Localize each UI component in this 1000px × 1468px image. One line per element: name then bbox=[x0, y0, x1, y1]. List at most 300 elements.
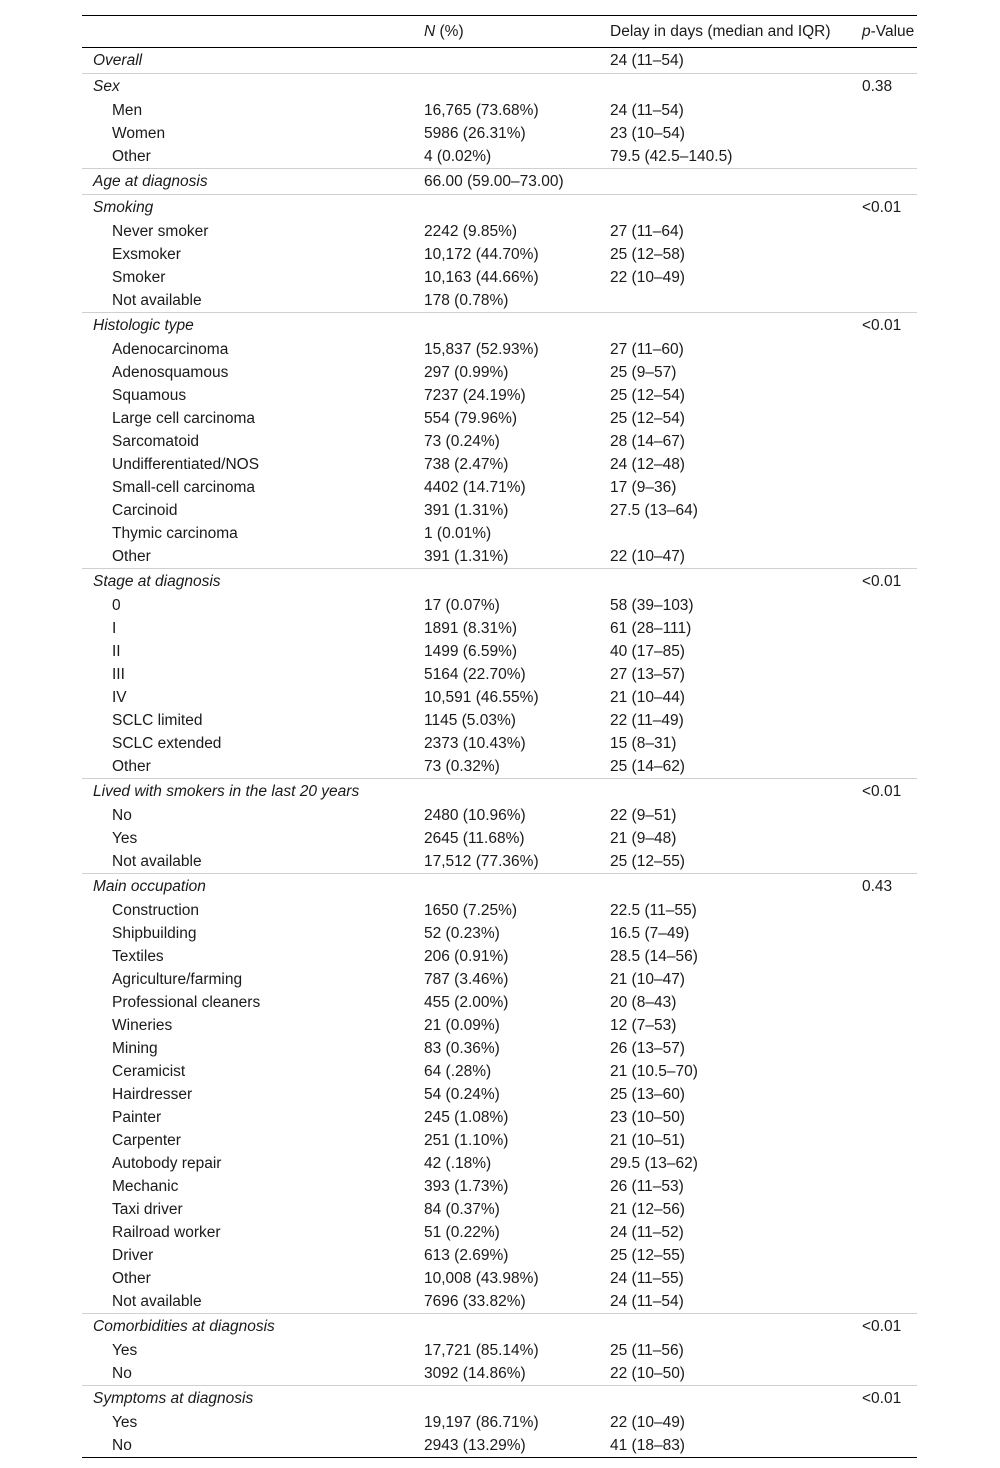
section-title bbox=[82, 74, 424, 100]
row-n: 391 (1.31%) bbox=[424, 548, 509, 565]
row-delay: 26 (13–57) bbox=[610, 1040, 685, 1057]
section-title bbox=[82, 195, 424, 221]
section-delay bbox=[610, 1386, 862, 1412]
table-row bbox=[82, 1434, 917, 1458]
section-pvalue: <0.01 bbox=[862, 195, 917, 221]
row-n: 19,197 (86.71%) bbox=[424, 1414, 539, 1431]
row-label: Other bbox=[112, 758, 151, 775]
table-row bbox=[82, 640, 917, 663]
section-title bbox=[82, 1386, 424, 1412]
row-label: No bbox=[112, 807, 132, 824]
row-label: Other bbox=[112, 548, 151, 565]
row-pvalue bbox=[862, 220, 917, 243]
row-label: Thymic carcinoma bbox=[112, 525, 238, 542]
row-n: 10,172 (44.70%) bbox=[424, 246, 539, 263]
row-delay: 24 (11–54) bbox=[610, 1293, 684, 1310]
table-row bbox=[82, 732, 917, 755]
section-title-text: Comorbidities at diagnosis bbox=[93, 1318, 275, 1335]
header-p-rest: -Value bbox=[870, 23, 915, 40]
table-row bbox=[82, 755, 917, 779]
section-delay bbox=[610, 1314, 862, 1340]
section-row bbox=[82, 74, 917, 100]
row-label: Women bbox=[112, 125, 166, 142]
row-delay: 25 (12–55) bbox=[610, 853, 685, 870]
row-pvalue bbox=[862, 145, 917, 169]
row-label: Not available bbox=[112, 292, 202, 309]
row-pvalue bbox=[862, 453, 917, 476]
row-n: 73 (0.24%) bbox=[424, 433, 500, 450]
row-pvalue bbox=[862, 732, 917, 755]
row-delay: 24 (11–54) bbox=[610, 102, 684, 119]
row-delay: 21 (12–56) bbox=[610, 1201, 685, 1218]
row-delay: 58 (39–103) bbox=[610, 597, 694, 614]
row-n: 17,721 (85.14%) bbox=[424, 1342, 539, 1359]
row-n: 251 (1.10%) bbox=[424, 1132, 509, 1149]
table-row bbox=[82, 499, 917, 522]
row-pvalue bbox=[862, 686, 917, 709]
row-pvalue bbox=[862, 1060, 917, 1083]
table-row bbox=[82, 522, 917, 545]
section-delay bbox=[610, 779, 862, 805]
table-row bbox=[82, 545, 917, 569]
row-delay: 21 (10.5–70) bbox=[610, 1063, 698, 1080]
row-label: Carcinoid bbox=[112, 502, 178, 519]
header-n bbox=[424, 16, 610, 48]
section-title bbox=[82, 1314, 424, 1340]
section-delay bbox=[610, 874, 862, 900]
row-pvalue bbox=[862, 1083, 917, 1106]
section-n bbox=[424, 874, 610, 900]
section-title-text: Lived with smokers in the last 20 years bbox=[93, 783, 360, 800]
section-row bbox=[82, 169, 917, 195]
row-delay: 25 (12–54) bbox=[610, 387, 685, 404]
row-pvalue bbox=[862, 99, 917, 122]
table-row bbox=[82, 804, 917, 827]
row-label: IV bbox=[112, 689, 127, 706]
row-pvalue bbox=[862, 122, 917, 145]
table-row bbox=[82, 1362, 917, 1386]
row-n: 64 (.28%) bbox=[424, 1063, 492, 1080]
row-pvalue bbox=[862, 709, 917, 732]
row-n: 1145 (5.03%) bbox=[424, 712, 516, 729]
table-row bbox=[82, 476, 917, 499]
row-pvalue bbox=[862, 1267, 917, 1290]
row-label: Small-cell carcinoma bbox=[112, 479, 255, 496]
row-pvalue bbox=[862, 640, 917, 663]
row-delay: 21 (10–51) bbox=[610, 1132, 685, 1149]
row-n: 1650 (7.25%) bbox=[424, 902, 518, 919]
row-n: 4 (0.02%) bbox=[424, 148, 492, 165]
row-n: 297 (0.99%) bbox=[424, 364, 509, 381]
section-title bbox=[82, 313, 424, 339]
row-delay: 21 (10–44) bbox=[610, 689, 685, 706]
section-delay bbox=[610, 313, 862, 339]
row-n: 5986 (26.31%) bbox=[424, 125, 526, 142]
row-delay: 20 (8–43) bbox=[610, 994, 677, 1011]
row-label: Squamous bbox=[112, 387, 187, 404]
row-delay: 25 (11–56) bbox=[610, 1342, 684, 1359]
row-n: 10,163 (44.66%) bbox=[424, 269, 539, 286]
table-row bbox=[82, 709, 917, 732]
row-delay: 16.5 (7–49) bbox=[610, 925, 690, 942]
row-label: Wineries bbox=[112, 1017, 173, 1034]
section-pvalue bbox=[862, 169, 917, 195]
row-n: 1 (0.01%) bbox=[424, 525, 492, 542]
header-p-italic: p bbox=[862, 23, 871, 40]
row-n: 4402 (14.71%) bbox=[424, 479, 526, 496]
row-label: Never smoker bbox=[112, 223, 209, 240]
row-delay: 41 (18–83) bbox=[610, 1437, 685, 1454]
row-delay: 27 (11–64) bbox=[610, 223, 684, 240]
row-label: Agriculture/farming bbox=[112, 971, 243, 988]
section-row bbox=[82, 48, 917, 74]
row-n: 2943 (13.29%) bbox=[424, 1437, 526, 1454]
section-pvalue: <0.01 bbox=[862, 569, 917, 595]
row-pvalue bbox=[862, 991, 917, 1014]
row-label: Mining bbox=[112, 1040, 158, 1057]
row-delay: 40 (17–85) bbox=[610, 643, 685, 660]
row-n: 455 (2.00%) bbox=[424, 994, 509, 1011]
row-delay: 27.5 (13–64) bbox=[610, 502, 698, 519]
row-delay: 23 (10–50) bbox=[610, 1109, 685, 1126]
row-label: Men bbox=[112, 102, 143, 119]
row-label: Carpenter bbox=[112, 1132, 181, 1149]
table-row bbox=[82, 1152, 917, 1175]
row-n: 3092 (14.86%) bbox=[424, 1365, 526, 1382]
table-row bbox=[82, 1014, 917, 1037]
section-pvalue: <0.01 bbox=[862, 1386, 917, 1412]
row-label: Other bbox=[112, 148, 151, 165]
row-n: 15,837 (52.93%) bbox=[424, 341, 539, 358]
row-n: 2645 (11.68%) bbox=[424, 830, 525, 847]
row-pvalue bbox=[862, 1244, 917, 1267]
row-pvalue bbox=[862, 545, 917, 569]
row-label: Shipbuilding bbox=[112, 925, 197, 942]
delay-table bbox=[82, 15, 917, 1458]
table-row bbox=[82, 1221, 917, 1244]
row-pvalue bbox=[862, 338, 917, 361]
section-pvalue: 0.38 bbox=[862, 74, 917, 100]
row-delay: 22 (10–47) bbox=[610, 548, 685, 565]
row-label: I bbox=[112, 620, 117, 637]
row-pvalue bbox=[862, 266, 917, 289]
row-delay: 24 (11–55) bbox=[610, 1270, 684, 1287]
row-label: Yes bbox=[112, 830, 138, 847]
row-n: 554 (79.96%) bbox=[424, 410, 518, 427]
section-title-text: Sex bbox=[93, 78, 120, 95]
row-delay bbox=[610, 289, 862, 313]
row-label: Adenocarcinoma bbox=[112, 341, 229, 358]
row-pvalue bbox=[862, 1014, 917, 1037]
row-pvalue bbox=[862, 1411, 917, 1434]
row-pvalue bbox=[862, 968, 917, 991]
row-pvalue bbox=[862, 1175, 917, 1198]
section-title bbox=[82, 169, 424, 195]
section-title bbox=[82, 779, 424, 805]
row-n: 7237 (24.19%) bbox=[424, 387, 526, 404]
row-n: 10,008 (43.98%) bbox=[424, 1270, 539, 1287]
row-pvalue bbox=[862, 945, 917, 968]
row-pvalue bbox=[862, 407, 917, 430]
row-label: Painter bbox=[112, 1109, 162, 1126]
section-delay bbox=[610, 169, 862, 195]
row-delay: 22 (10–50) bbox=[610, 1365, 685, 1382]
row-label: Not available bbox=[112, 1293, 202, 1310]
table-row bbox=[82, 1060, 917, 1083]
row-delay: 25 (13–60) bbox=[610, 1086, 685, 1103]
section-n bbox=[424, 195, 610, 221]
row-label: Professional cleaners bbox=[112, 994, 261, 1011]
row-label: SCLC extended bbox=[112, 735, 222, 752]
table-row bbox=[82, 243, 917, 266]
table-row bbox=[82, 122, 917, 145]
row-label: Other bbox=[112, 1270, 151, 1287]
section-n bbox=[424, 1386, 610, 1412]
table-row bbox=[82, 850, 917, 874]
row-pvalue bbox=[862, 899, 917, 922]
section-title-text: Smoking bbox=[93, 199, 154, 216]
row-label: Ceramicist bbox=[112, 1063, 186, 1080]
header-n-italic: N bbox=[424, 23, 436, 40]
table-row bbox=[82, 1290, 917, 1314]
row-delay bbox=[610, 522, 862, 545]
section-delay: 24 (11–54) bbox=[610, 52, 684, 69]
row-pvalue bbox=[862, 1339, 917, 1362]
section-n bbox=[424, 313, 610, 339]
row-pvalue bbox=[862, 663, 917, 686]
header-delay: Delay in days (median and IQR) bbox=[610, 23, 831, 40]
row-delay: 29.5 (13–62) bbox=[610, 1155, 698, 1172]
row-n: 178 (0.78%) bbox=[424, 292, 509, 309]
section-row bbox=[82, 569, 917, 595]
row-pvalue bbox=[862, 522, 917, 545]
row-delay: 15 (8–31) bbox=[610, 735, 677, 752]
row-delay: 26 (11–53) bbox=[610, 1178, 684, 1195]
section-title bbox=[82, 48, 424, 74]
section-n: 66.00 (59.00–73.00) bbox=[424, 169, 610, 195]
table-body bbox=[82, 48, 917, 1458]
row-label: Yes bbox=[112, 1414, 138, 1431]
row-n: 393 (1.73%) bbox=[424, 1178, 509, 1195]
row-pvalue bbox=[862, 804, 917, 827]
section-row bbox=[82, 313, 917, 339]
section-row bbox=[82, 1386, 917, 1412]
header-pvalue bbox=[862, 16, 917, 48]
row-n: 21 (0.09%) bbox=[424, 1017, 500, 1034]
row-n: 5164 (22.70%) bbox=[424, 666, 526, 683]
row-pvalue bbox=[862, 1152, 917, 1175]
row-n: 83 (0.36%) bbox=[424, 1040, 500, 1057]
table-row bbox=[82, 945, 917, 968]
table-row bbox=[82, 453, 917, 476]
table-row bbox=[82, 1106, 917, 1129]
section-n bbox=[424, 1314, 610, 1340]
row-n: 2242 (9.85%) bbox=[424, 223, 518, 240]
row-n: 2480 (10.96%) bbox=[424, 807, 526, 824]
table-row bbox=[82, 922, 917, 945]
section-title-text: Main occupation bbox=[93, 878, 206, 895]
row-pvalue bbox=[862, 1106, 917, 1129]
row-pvalue bbox=[862, 1037, 917, 1060]
table-row bbox=[82, 220, 917, 243]
row-delay: 22.5 (11–55) bbox=[610, 902, 697, 919]
row-label: Undifferentiated/NOS bbox=[112, 456, 260, 473]
table-row bbox=[82, 617, 917, 640]
table-row bbox=[82, 1244, 917, 1267]
section-delay bbox=[610, 74, 862, 100]
row-pvalue bbox=[862, 1198, 917, 1221]
table-row bbox=[82, 384, 917, 407]
row-delay: 24 (11–52) bbox=[610, 1224, 684, 1241]
row-delay: 25 (12–54) bbox=[610, 410, 685, 427]
row-pvalue bbox=[862, 922, 917, 945]
table-row bbox=[82, 361, 917, 384]
row-delay: 61 (28–111) bbox=[610, 620, 692, 637]
section-row bbox=[82, 874, 917, 900]
table-row bbox=[82, 827, 917, 850]
row-delay: 21 (10–47) bbox=[610, 971, 685, 988]
section-delay bbox=[610, 569, 862, 595]
row-label: II bbox=[112, 643, 121, 660]
table-row bbox=[82, 663, 917, 686]
header-row bbox=[82, 16, 917, 48]
table-row bbox=[82, 1339, 917, 1362]
table-row bbox=[82, 594, 917, 617]
row-label: Yes bbox=[112, 1342, 138, 1359]
section-title-text: Histologic type bbox=[93, 317, 194, 334]
section-title-text: Symptoms at diagnosis bbox=[93, 1390, 254, 1407]
row-label: Taxi driver bbox=[112, 1201, 183, 1218]
table-row bbox=[82, 1129, 917, 1152]
table-row bbox=[82, 1267, 917, 1290]
row-n: 73 (0.32%) bbox=[424, 758, 500, 775]
table-header bbox=[82, 16, 917, 48]
row-label: Hairdresser bbox=[112, 1086, 193, 1103]
row-pvalue bbox=[862, 850, 917, 874]
row-delay: 25 (12–58) bbox=[610, 246, 685, 263]
row-delay: 22 (10–49) bbox=[610, 269, 685, 286]
row-delay: 25 (9–57) bbox=[610, 364, 677, 381]
row-label: Large cell carcinoma bbox=[112, 410, 256, 427]
row-pvalue bbox=[862, 617, 917, 640]
row-pvalue bbox=[862, 755, 917, 779]
row-n: 1891 (8.31%) bbox=[424, 620, 518, 637]
table-row bbox=[82, 968, 917, 991]
row-label: III bbox=[112, 666, 125, 683]
header-n-rest: (%) bbox=[435, 23, 464, 40]
row-delay: 17 (9–36) bbox=[610, 479, 677, 496]
row-pvalue bbox=[862, 289, 917, 313]
row-label: Not available bbox=[112, 853, 202, 870]
table-row bbox=[82, 145, 917, 169]
row-n: 787 (3.46%) bbox=[424, 971, 509, 988]
row-pvalue bbox=[862, 1290, 917, 1314]
row-label: No bbox=[112, 1437, 132, 1454]
table-row bbox=[82, 1198, 917, 1221]
row-delay: 22 (9–51) bbox=[610, 807, 677, 824]
row-n: 245 (1.08%) bbox=[424, 1109, 509, 1126]
row-label: Autobody repair bbox=[112, 1155, 222, 1172]
row-label: Driver bbox=[112, 1247, 154, 1264]
table-row bbox=[82, 899, 917, 922]
row-pvalue bbox=[862, 1434, 917, 1458]
section-title-text: Age at diagnosis bbox=[93, 173, 208, 190]
row-n: 51 (0.22%) bbox=[424, 1224, 500, 1241]
row-n: 613 (2.69%) bbox=[424, 1247, 509, 1264]
row-delay: 22 (10–49) bbox=[610, 1414, 685, 1431]
table-row bbox=[82, 1411, 917, 1434]
row-delay: 79.5 (42.5–140.5) bbox=[610, 148, 733, 165]
row-n: 16,765 (73.68%) bbox=[424, 102, 539, 119]
row-label: Mechanic bbox=[112, 1178, 179, 1195]
row-delay: 25 (14–62) bbox=[610, 758, 685, 775]
table-row bbox=[82, 686, 917, 709]
data-table-container bbox=[82, 15, 917, 1458]
row-n: 17,512 (77.36%) bbox=[424, 853, 539, 870]
row-n: 17 (0.07%) bbox=[424, 597, 500, 614]
row-delay: 28 (14–67) bbox=[610, 433, 685, 450]
row-label: Railroad worker bbox=[112, 1224, 221, 1241]
section-row bbox=[82, 779, 917, 805]
row-label: Textiles bbox=[112, 948, 164, 965]
row-label: No bbox=[112, 1365, 132, 1382]
row-delay: 21 (9–48) bbox=[610, 830, 677, 847]
row-pvalue bbox=[862, 594, 917, 617]
table-row bbox=[82, 266, 917, 289]
section-title-text: Stage at diagnosis bbox=[93, 573, 221, 590]
row-n: 2373 (10.43%) bbox=[424, 735, 526, 752]
row-delay: 27 (11–60) bbox=[610, 341, 684, 358]
table-row bbox=[82, 1175, 917, 1198]
table-row bbox=[82, 338, 917, 361]
row-delay: 25 (12–55) bbox=[610, 1247, 685, 1264]
section-title-text: Overall bbox=[93, 52, 143, 69]
section-n bbox=[424, 569, 610, 595]
table-row bbox=[82, 430, 917, 453]
section-pvalue: <0.01 bbox=[862, 313, 917, 339]
row-n: 54 (0.24%) bbox=[424, 1086, 500, 1103]
table-row bbox=[82, 1083, 917, 1106]
table-row bbox=[82, 991, 917, 1014]
row-label: Sarcomatoid bbox=[112, 433, 200, 450]
header-blank bbox=[82, 16, 424, 48]
row-n: 1499 (6.59%) bbox=[424, 643, 518, 660]
row-pvalue bbox=[862, 430, 917, 453]
row-pvalue bbox=[862, 361, 917, 384]
row-n: 84 (0.37%) bbox=[424, 1201, 500, 1218]
row-delay: 12 (7–53) bbox=[610, 1017, 677, 1034]
row-pvalue bbox=[862, 1221, 917, 1244]
row-delay: 22 (11–49) bbox=[610, 712, 684, 729]
row-delay: 27 (13–57) bbox=[610, 666, 685, 683]
section-pvalue: 0.43 bbox=[862, 874, 917, 900]
section-delay bbox=[610, 195, 862, 221]
row-delay: 24 (12–48) bbox=[610, 456, 685, 473]
section-n bbox=[424, 779, 610, 805]
row-pvalue bbox=[862, 384, 917, 407]
table-row bbox=[82, 99, 917, 122]
row-n: 42 (.18%) bbox=[424, 1155, 492, 1172]
row-label: SCLC limited bbox=[112, 712, 203, 729]
row-label: Exsmoker bbox=[112, 246, 181, 263]
row-n: 391 (1.31%) bbox=[424, 502, 509, 519]
row-label: Construction bbox=[112, 902, 200, 919]
row-delay: 28.5 (14–56) bbox=[610, 948, 698, 965]
section-pvalue bbox=[862, 48, 917, 74]
row-pvalue bbox=[862, 476, 917, 499]
row-pvalue bbox=[862, 499, 917, 522]
section-pvalue: <0.01 bbox=[862, 779, 917, 805]
